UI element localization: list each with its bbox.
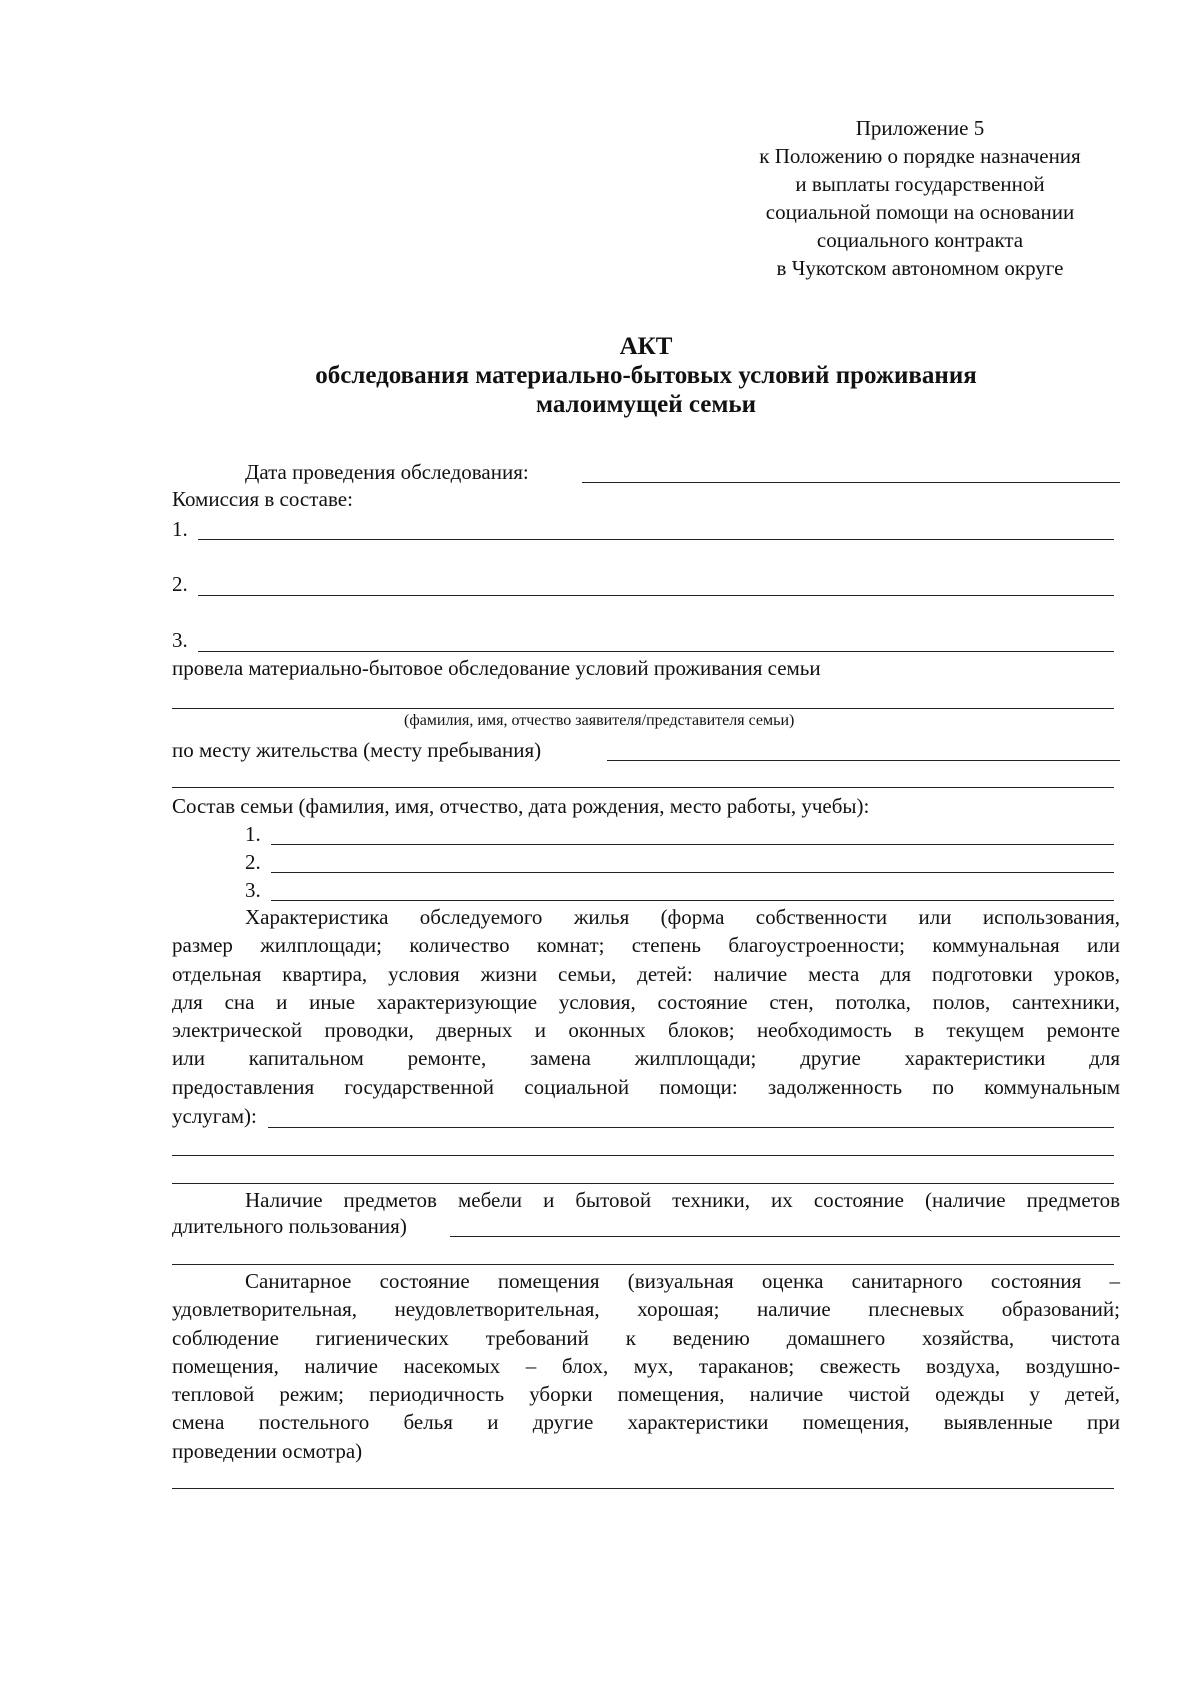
sanitary-line: помещения, наличие насекомых – блох, мух, тараканов; свежесть воздуха, воздушно- bbox=[172, 1353, 1120, 1378]
residence-label: по месту жительства (месту пребывания) bbox=[172, 738, 542, 762]
family-2-field-line[interactable] bbox=[271, 872, 1114, 873]
appendix-header bbox=[720, 114, 1120, 282]
document-title bbox=[172, 332, 1120, 419]
housing-line: отдельная квартира, условия жизни семьи, детей: наличие места для подготовки уроков, bbox=[172, 961, 1120, 986]
title-line: малоимущей семьи bbox=[535, 391, 757, 418]
member-number: 3. bbox=[172, 628, 188, 652]
appendix-line: социального контракта bbox=[816, 228, 1024, 252]
housing-paragraph bbox=[172, 903, 1120, 1101]
housing-line: предоставления государственной социальной помощи: задолженность по коммунальным bbox=[172, 1074, 1120, 1099]
member-number: 2. bbox=[172, 572, 188, 596]
family-number: 2. bbox=[245, 850, 261, 874]
date-field-line[interactable] bbox=[582, 482, 1120, 483]
sanitary-line: проведении осмотра) bbox=[172, 1438, 363, 1463]
appendix-line: в Чукотском автономном округе bbox=[776, 256, 1064, 280]
member-3-field-line[interactable] bbox=[198, 651, 1114, 652]
housing-line: размер жилплощади; количество комнат; степень благоустроенности; коммунальная или bbox=[172, 933, 1120, 958]
housing-line: или капитальном ремонте, замена жилплощади; другие характеристики для bbox=[172, 1046, 1120, 1071]
furniture-line-last: длительного пользования) bbox=[172, 1214, 407, 1238]
appendix-line: Приложение 5 bbox=[855, 116, 985, 140]
family-number: 1. bbox=[245, 822, 261, 846]
residence-field-line[interactable] bbox=[607, 760, 1120, 761]
residence-field-line-2[interactable] bbox=[172, 787, 1114, 788]
family-number: 3. bbox=[245, 878, 261, 902]
family-3-field-line[interactable] bbox=[271, 900, 1114, 901]
housing-line: электрической проводки, дверных и оконных блоков; необходимость в текущем ремонте bbox=[172, 1018, 1120, 1043]
member-1-field-line[interactable] bbox=[198, 539, 1114, 540]
family-1-field-line[interactable] bbox=[271, 844, 1114, 845]
applicant-name-field-line[interactable] bbox=[172, 708, 1114, 709]
furniture-field-line-2[interactable] bbox=[172, 1264, 1114, 1265]
sanitary-field-line[interactable] bbox=[172, 1488, 1114, 1489]
family-label: Состав семьи (фамилия, имя, отчество, дата рождения, место работы, учебы): bbox=[172, 794, 870, 818]
housing-field-line[interactable] bbox=[268, 1127, 1114, 1128]
member-2-field-line[interactable] bbox=[198, 595, 1114, 596]
housing-line: для сна и иные характеризующие условия, состояние стен, потолка, полов, сантехники, bbox=[172, 989, 1120, 1014]
title-line: АКТ bbox=[619, 333, 673, 360]
title-line: обследования материально-бытовых условий проживания bbox=[315, 362, 977, 389]
furniture-line: Наличие предметов мебели и бытовой техники, их состояние (наличие предметов bbox=[245, 1188, 1120, 1212]
commission-label: Комиссия в составе: bbox=[172, 487, 353, 511]
housing-field-line-3[interactable] bbox=[172, 1183, 1114, 1184]
sanitary-line: удовлетворительная, неудовлетворительная, хорошая; наличие плесневых образований; bbox=[172, 1297, 1120, 1322]
housing-line: Характеристика обследуемого жилья (форма собственности или использования, bbox=[245, 905, 1120, 929]
appendix-line: к Положению о порядке назначения bbox=[759, 144, 1081, 168]
date-label: Дата проведения обследования: bbox=[245, 460, 529, 484]
conducted-text: провела материально-бытовое обследование условий проживания семьи bbox=[172, 656, 821, 680]
sanitary-paragraph bbox=[172, 1267, 1120, 1465]
furniture-field-line[interactable] bbox=[450, 1236, 1120, 1237]
member-number: 1. bbox=[172, 517, 188, 541]
applicant-name-caption: (фамилия, имя, отчество заявителя/представителя семьи) bbox=[404, 712, 795, 729]
sanitary-line: соблюдение гигиенических требований к ведению домашнего хозяйства, чистота bbox=[172, 1325, 1120, 1350]
housing-line-last: услугам): bbox=[172, 1104, 257, 1128]
appendix-line: социальной помощи на основании bbox=[765, 200, 1075, 224]
sanitary-line: Санитарное состояние помещения (визуальная оценка санитарного состояния – bbox=[245, 1269, 1120, 1293]
sanitary-line: смена постельного белья и другие характеристики помещения, выявленные при bbox=[172, 1410, 1120, 1435]
furniture-paragraph bbox=[172, 1186, 1120, 1214]
appendix-line: и выплаты государственной bbox=[795, 172, 1045, 196]
sanitary-line: тепловой режим; периодичность уборки помещения, наличие чистой одежды у детей, bbox=[172, 1382, 1120, 1407]
housing-field-line-2[interactable] bbox=[172, 1155, 1114, 1156]
